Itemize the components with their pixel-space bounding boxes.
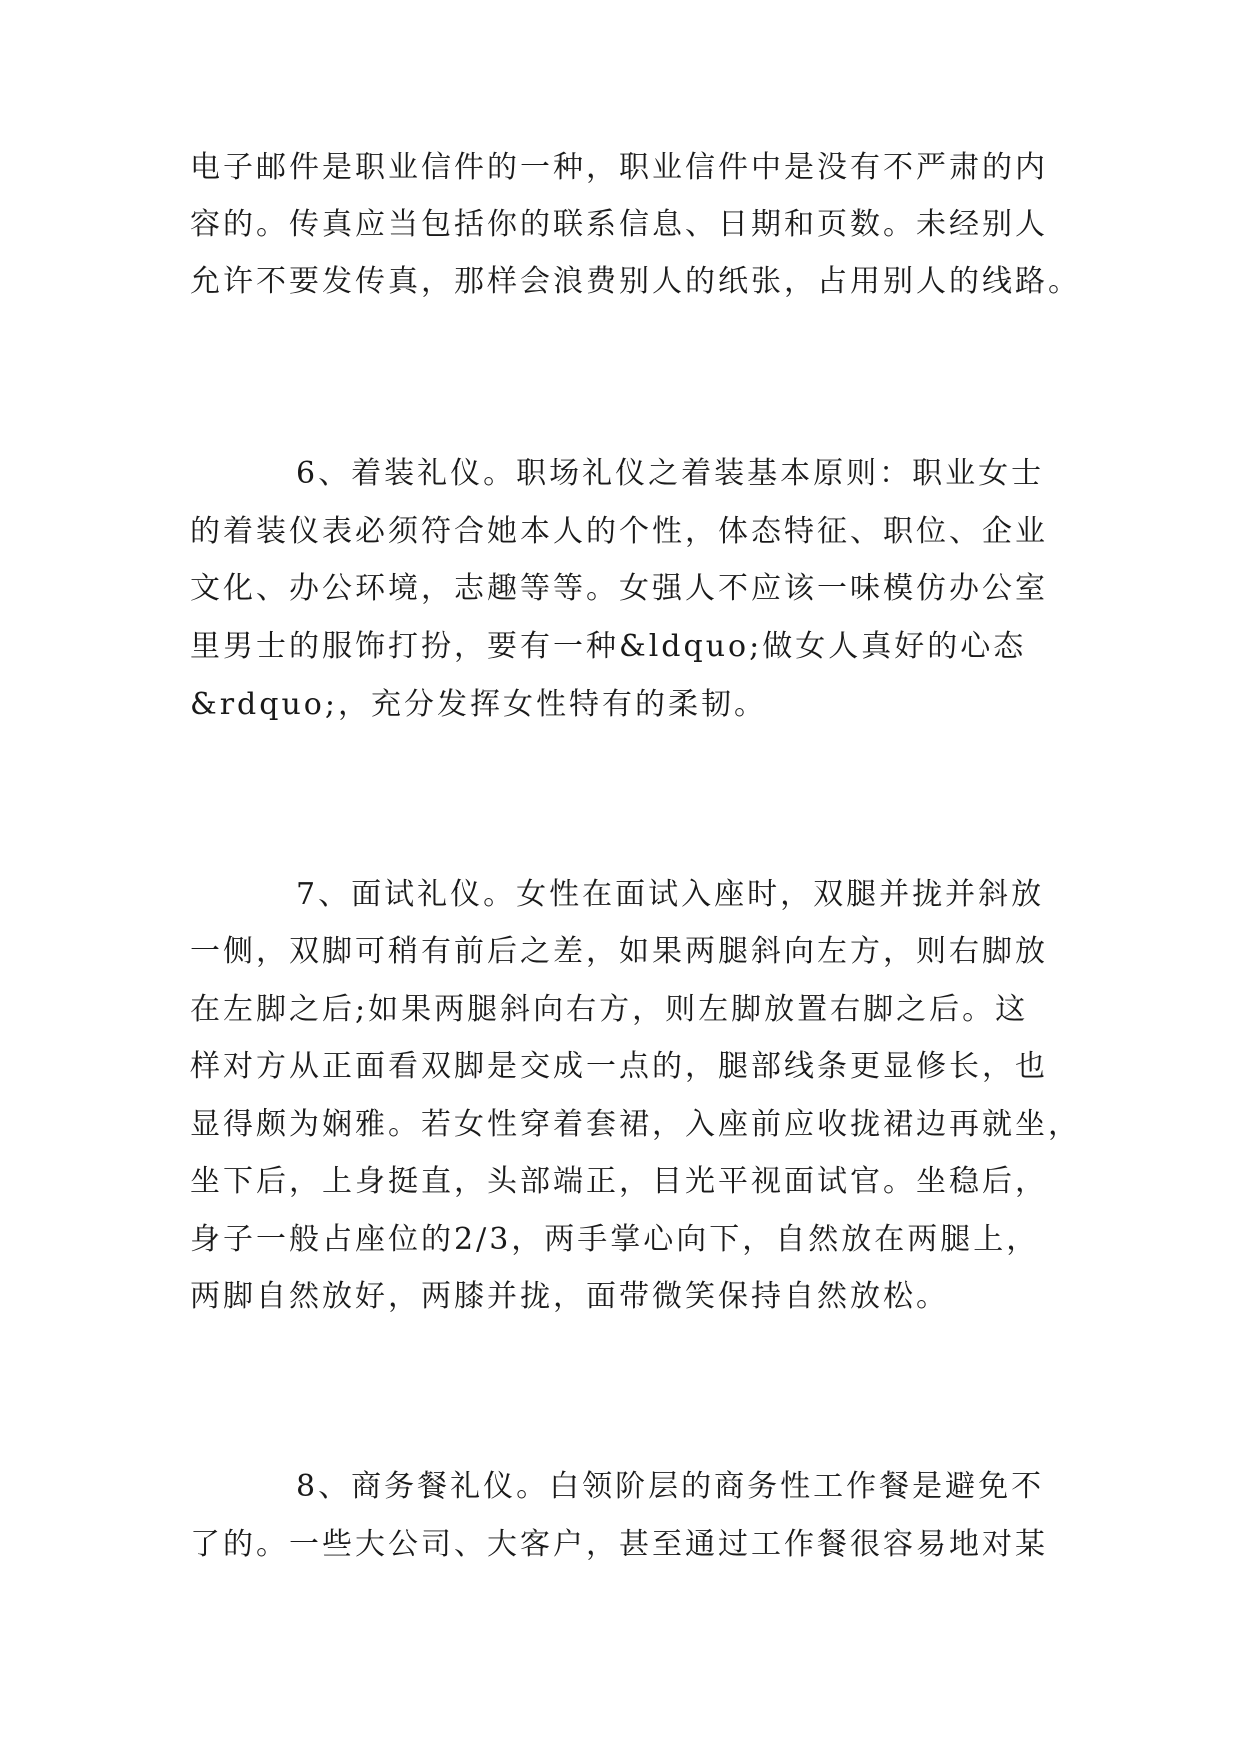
- paragraph-2-line-4: 里男士的服饰打扮，要有一种&ldquo;做女人真好的心态: [190, 629, 1027, 664]
- paragraph-1-line-1: 电子邮件是职业信件的一种，职业信件中是没有不严肃的内: [190, 150, 1048, 185]
- paragraph-4-line-2: 了的。一些大公司、大客户，甚至通过工作餐很容易地对某: [190, 1527, 1048, 1562]
- paragraph-1-line-3: 允许不要发传真，那样会浪费别人的纸张，占用别人的线路。: [190, 264, 1081, 299]
- paragraph-3-line-6: 坐下后，上身挺直，头部端正，目光平视面试官。坐稳后，: [190, 1164, 1048, 1199]
- paragraph-3-line-2: 一侧，双脚可稍有前后之差，如果两腿斜向左方，则右脚放: [190, 934, 1048, 969]
- paragraph-3-line-8: 两脚自然放好，两膝并拢，面带微笑保持自然放松。: [190, 1279, 949, 1314]
- paragraph-3-line-5: 显得颇为娴雅。若女性穿着套裙，入座前应收拢裙边再就坐，: [190, 1107, 1081, 1142]
- paragraph-2-line-2: 的着装仪表必须符合她本人的个性，体态特征、职位、企业: [190, 514, 1048, 549]
- paragraph-3-line-1: 7、面试礼仪。女性在面试入座时，双腿并拢并斜放: [296, 877, 1045, 912]
- paragraph-2-line-1: 6、着装礼仪。职场礼仪之着装基本原则：职业女士: [296, 456, 1045, 491]
- paragraph-1-line-2: 容的。传真应当包括你的联系信息、日期和页数。未经别人: [190, 207, 1048, 242]
- paragraph-3-line-7: 身子一般占座位的2/3，两手掌心向下，自然放在两腿上，: [190, 1222, 1040, 1257]
- paragraph-2-line-5: &rdquo;，充分发挥女性特有的柔韧。: [190, 687, 767, 722]
- paragraph-3-line-3: 在左脚之后;如果两腿斜向右方，则左脚放置右脚之后。这: [190, 992, 1029, 1027]
- paragraph-4-line-1: 8、商务餐礼仪。白领阶层的商务性工作餐是避免不: [296, 1469, 1045, 1504]
- paragraph-3-line-4: 样对方从正面看双脚是交成一点的，腿部线条更显修长，也: [190, 1049, 1048, 1084]
- paragraph-2-line-3: 文化、办公环境，志趣等等。女强人不应该一味模仿办公室: [190, 571, 1048, 606]
